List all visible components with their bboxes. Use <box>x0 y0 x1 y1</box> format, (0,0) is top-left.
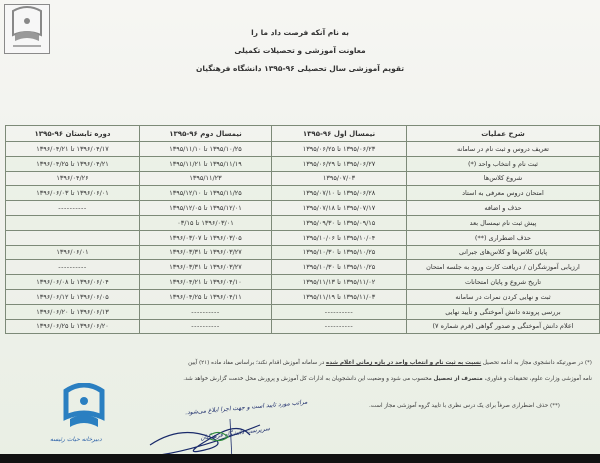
cell-semester-1: ۱۳۹۵/۰۹/۱۵ تا ۱۳۹۵/۰۹/۳۰ <box>272 215 407 230</box>
cell-operation: پیش ثبت نام نیمسال بعد <box>407 215 600 230</box>
cell-semester-2: ۱۳۹۶/۰۴/۱۰ تا ۱۳۹۶/۰۴/۲۱ <box>140 275 272 290</box>
calendar-title: تقویم آموزشی سال تحصیلی ۹۶-۱۳۹۵ دانشگاه فرهنگیان <box>195 64 405 73</box>
header-semester-2: نیمسال دوم ۹۶-۱۳۹۵ <box>140 126 272 142</box>
table-row <box>6 230 600 245</box>
cell-semester-1: ۱۳۹۵/۰۶/۲۳ تا ۱۳۹۵/۰۶/۲۵ <box>272 142 407 157</box>
cell-semester-2: ۱۳۹۶/۰۳/۲۷ تا ۱۳۹۶/۰۳/۳۱ <box>140 245 272 260</box>
cell-semester-2: ۱۳۹۶/۰۳/۰۱ تا ۰۳/۱۵ <box>140 215 272 230</box>
footnote-emergency-drop: (**) حذف اضطراری صرفاً برای یک درس نظری با تایید گروه آموزشی مجاز است. <box>369 403 560 409</box>
cell-semester-2: ۱۳۹۶/۰۳/۰۵ تا ۱۳۹۶/۰۳/۰۷ <box>140 230 272 245</box>
cell-operation: تعریف دروس و ثبت نام در سامانه <box>407 142 600 157</box>
cell-summer <box>6 230 140 245</box>
table-row <box>6 186 600 201</box>
cell-operation: ثبت نام و انتخاب واحد (*) <box>407 156 600 171</box>
cell-semester-1: ۱۳۹۵/۱۰/۲۵ تا ۱۳۹۵/۱۰/۳۰ <box>272 260 407 275</box>
cell-semester-1: ---------- <box>272 319 407 334</box>
cell-semester-1: ۱۳۹۵/۱۰/۰۴ تا ۱۳۹۵/۱۰/۰۶ <box>272 230 407 245</box>
cell-semester-2: ---------- <box>140 319 272 334</box>
footnote-2-part-a: نامه آموزشی وزارت علوم، تحقیقات و فناوری، <box>482 376 592 382</box>
cell-summer <box>6 215 140 230</box>
cell-semester-1: ۱۳۹۵/۰۶/۲۷ تا ۱۳۹۵/۰۶/۲۹ <box>272 156 407 171</box>
cell-operation: تاریخ شروع و پایان امتحانات <box>407 275 600 290</box>
cell-summer: ---------- <box>6 201 140 216</box>
table-row <box>6 319 600 334</box>
cell-semester-2: ۱۳۹۵/۱۱/۲۳ <box>140 171 272 186</box>
cell-semester-2: ۱۳۹۵/۱۰/۲۵ تا ۱۳۹۵/۱۱/۱۰ <box>140 142 272 157</box>
table-row <box>6 289 600 304</box>
footnote-1-part-c: در سامانه آموزش اقدام نکند؛ براساس مفاد ماده (۲۱) آیین <box>188 360 326 366</box>
footnote-1-continued <box>12 376 592 382</box>
cell-semester-1: ---------- <box>272 304 407 319</box>
cell-summer: ---------- <box>6 260 140 275</box>
cell-semester-2: ۱۳۹۶/۰۴/۱۱ تا ۱۳۹۶/۰۴/۲۵ <box>140 289 272 304</box>
footnote-2-part-c: محسوب می شود و وضعیت این دانشجویان به ادارات کل آموزش و پرورش محل خدمت گزارش خواهد شد. <box>183 376 434 382</box>
header-operation: شرح عملیات <box>407 126 600 142</box>
cell-semester-2: ۱۳۹۵/۱۱/۱۹ تا ۱۳۹۵/۱۱/۲۱ <box>140 156 272 171</box>
university-stamp-icon <box>60 383 108 431</box>
cell-semester-1: ۱۳۹۵/۰۷/۰۳ <box>272 171 407 186</box>
approval-note: مراتب مورد تایید است و جهت اجرا ابلاغ می‌شود. <box>184 398 308 417</box>
table-row <box>6 171 600 186</box>
cell-operation: پایان کلاس‌ها و کلاس‌های جبرانی <box>407 245 600 260</box>
cell-operation: ارزیابی آموزشگران / دریافت کارت ورود به جلسه امتحان <box>407 260 600 275</box>
header-semester-1: نیمسال اول ۹۶-۱۳۹۵ <box>272 126 407 142</box>
cell-semester-1: ۱۳۹۵/۰۷/۱۷ تا ۱۳۹۵/۰۷/۱۸ <box>272 201 407 216</box>
bismillah-line: به نام آنکه فرصت داد ما را <box>251 28 349 37</box>
table-row <box>6 304 600 319</box>
table-row <box>6 275 600 290</box>
footnote-2-emphasis: منصرف از تحصیل <box>433 376 483 382</box>
cell-semester-2: ۱۳۹۵/۱۲/۰۱ تا ۱۳۹۵/۱۲/۰۵ <box>140 201 272 216</box>
footnote-1 <box>12 360 592 366</box>
cell-semester-1: ۱۳۹۵/۰۶/۲۸ تا ۱۳۹۵/۰۷/۱۰ <box>272 186 407 201</box>
cell-summer: ۱۳۹۶/۰۶/۰۱ <box>6 245 140 260</box>
cell-summer: ۱۳۹۶/۰۶/۰۱ تا ۱۳۹۶/۰۶/۰۳ <box>6 186 140 201</box>
cell-summer: ۱۳۹۶/۰۶/۰۴ تا ۱۳۹۶/۰۶/۰۸ <box>6 275 140 290</box>
table-row <box>6 260 600 275</box>
table-row <box>6 142 600 157</box>
department-title: معاونت آموزشی و تحصیلات تکمیلی <box>234 46 366 55</box>
header-summer: دوره تابستان ۹۶-۱۳۹۵ <box>6 126 140 142</box>
cell-operation: حذف اضطراری (**) <box>407 230 600 245</box>
cell-operation: حذف و اضافه <box>407 201 600 216</box>
cell-operation: اعلام دانش آموختگی و صدور گواهی (فرم شماره ۷) <box>407 319 600 334</box>
table-row <box>6 156 600 171</box>
university-logo-icon <box>4 4 50 54</box>
cell-operation: بررسی پرونده دانش آموختگی و تأیید نهایی <box>407 304 600 319</box>
table-row <box>6 215 600 230</box>
table-row <box>6 245 600 260</box>
document-header <box>130 28 470 82</box>
bottom-edge <box>0 454 600 463</box>
cell-semester-1: ۱۳۹۵/۱۱/۰۳ تا ۱۳۹۵/۱۱/۱۹ <box>272 289 407 304</box>
cell-summer: ۱۳۹۶/۰۶/۱۳ تا ۱۳۹۶/۰۶/۲۰ <box>6 304 140 319</box>
cell-semester-2: ۱۳۹۶/۰۳/۲۷ تا ۱۳۹۶/۰۳/۳۱ <box>140 260 272 275</box>
cell-summer: ۱۳۹۶/۰۴/۲۱ تا ۱۳۹۶/۰۴/۲۵ <box>6 156 140 171</box>
cell-summer: ۱۳۹۶/۰۶/۰۵ تا ۱۳۹۶/۰۶/۱۲ <box>6 289 140 304</box>
cell-summer: ۱۳۹۶/۰۴/۱۷ تا ۱۳۹۶/۰۴/۲۱ <box>6 142 140 157</box>
stamp-caption: دبیرخانه حیات رئیسه <box>50 436 102 443</box>
cell-semester-2: ---------- <box>140 304 272 319</box>
footnote-1-part-a: (*) در صورتیکه دانشجوی مجاز به ادامه تحصیل <box>481 360 592 366</box>
table-header-row <box>6 126 600 142</box>
cell-operation: شروع کلاس‌ها <box>407 171 600 186</box>
cell-summer: ۱۳۹۶/۰۶/۲۰ تا ۱۳۹۶/۰۶/۲۵ <box>6 319 140 334</box>
academic-calendar-table <box>5 125 600 334</box>
cell-operation: ثبت و نهایی کردن نمرات در سامانه <box>407 289 600 304</box>
table-row <box>6 201 600 216</box>
cell-semester-2: ۱۳۹۵/۱۱/۲۵ تا ۱۳۹۵/۱۲/۱۰ <box>140 186 272 201</box>
footnote-1-emphasis: نسبت به ثبت نام و انتخاب واحد در بازه زمانی اعلام شده <box>325 360 482 366</box>
cell-semester-1: ۱۳۹۵/۱۱/۰۲ تا ۱۳۹۵/۱۱/۱۳ <box>272 275 407 290</box>
cell-operation: امتحان دروس معرفی به استاد <box>407 186 600 201</box>
cell-summer: ۱۳۹۶/۰۴/۲۶ <box>6 171 140 186</box>
signer-title: سرپرست دانشگاه فرهنگیان <box>199 425 271 442</box>
cell-semester-1: ۱۳۹۵/۱۰/۲۵ تا ۱۳۹۵/۱۰/۳۰ <box>272 245 407 260</box>
